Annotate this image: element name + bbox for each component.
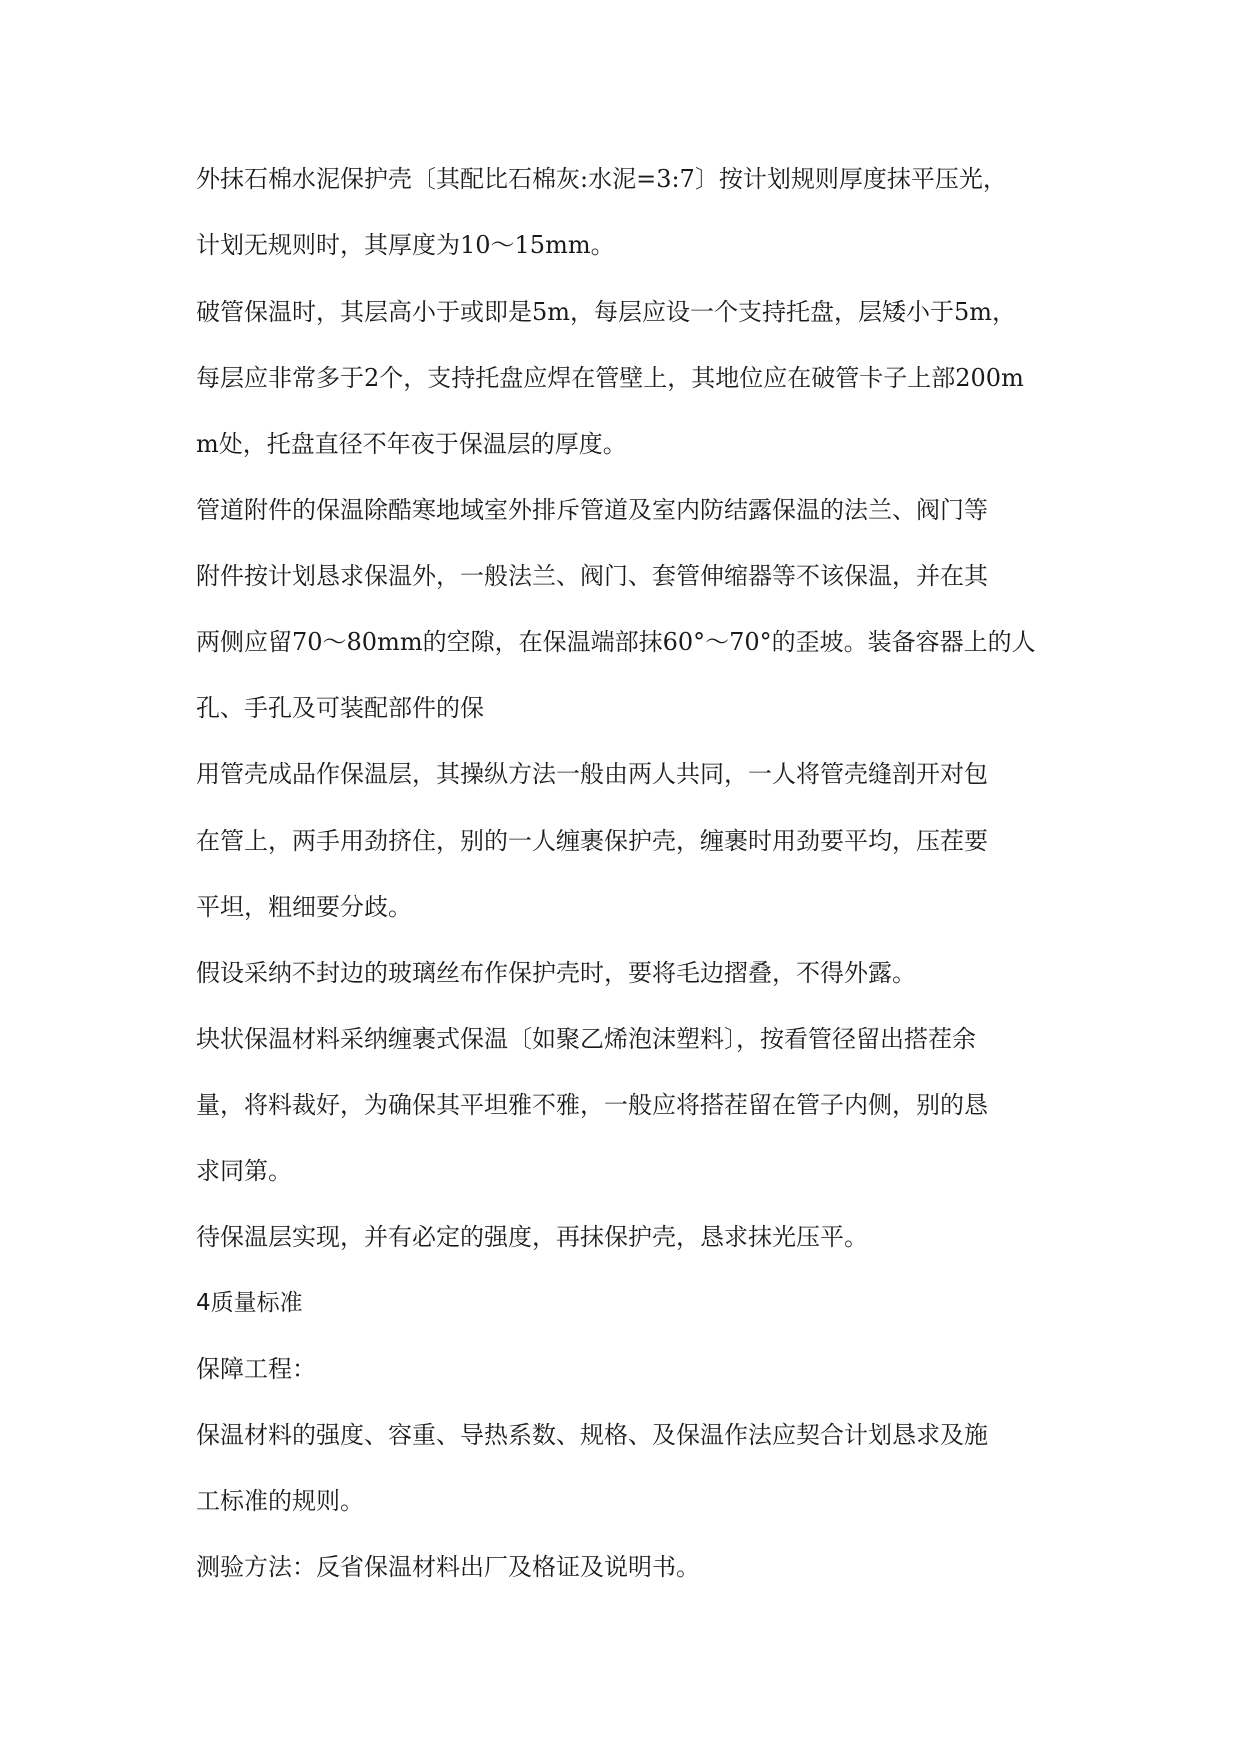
paragraph-line: 测验方法：反省保温材料出厂及格证及说明书。 [196, 1553, 700, 1581]
paragraph-line: 待保温层实现，并有必定的强度，再抹保护壳，恳求抹光压平。 [196, 1223, 868, 1251]
paragraph-line: 保温材料的强度、容重、导热系数、规格、及保温作法应契合计划恳求及施 [196, 1421, 988, 1449]
paragraph-line: 附件按计划恳求保温外，一般法兰、阀门、套管伸缩器等不该保温，并在其 [196, 562, 988, 590]
paragraph-line: 用管壳成品作保温层，其操纵方法一般由两人共同，一人将管壳缝剖开对包 [196, 760, 988, 788]
paragraph-line: 平坦，粗细要分歧。 [196, 893, 412, 921]
paragraph-line: 每层应非常多于2个，支持托盘应焊在管壁上，其地位应在破管卡子上部200m [196, 364, 1024, 392]
paragraph-line: 破管保温时，其层高小于或即是5m，每层应设一个支持托盘，层矮小于5m， [196, 298, 1017, 326]
section-heading: 4质量标准 [196, 1290, 303, 1316]
paragraph-line: 保障工程： [196, 1355, 316, 1383]
paragraph-line: 假设采纳不封边的玻璃丝布作保护壳时，要将毛边摺叠，不得外露。 [196, 959, 916, 987]
paragraph-line: 求同第。 [196, 1157, 292, 1185]
paragraph-line: 计划无规则时，其厚度为10～15mm。 [196, 231, 615, 259]
paragraph-line: 量，将料裁好，为确保其平坦雅不雅，一般应将搭茬留在管子内侧，别的恳 [196, 1091, 988, 1119]
paragraph-line: m处，托盘直径不年夜于保温层的厚度。 [196, 430, 627, 458]
paragraph-line: 工标准的规则。 [196, 1487, 364, 1515]
paragraph-line: 管道附件的保温除酷寒地域室外排斥管道及室内防结露保温的法兰、阀门等 [196, 496, 988, 524]
paragraph-line: 两侧应留70～80mm的空隙，在保温端部抹60°～70°的歪坡。装备容器上的人 [196, 628, 1036, 656]
paragraph-line: 块状保温材料采纳缠裹式保温〔如聚乙烯泡沫塑料〕，按看管径留出搭茬余 [196, 1025, 976, 1053]
paragraph-line: 外抹石棉水泥保护壳〔其配比石棉灰:水泥=3:7〕按计划规则厚度抹平压光， [196, 165, 1007, 193]
paragraph-line: 孔、手孔及可装配部件的保 [196, 694, 484, 722]
paragraph-line: 在管上，两手用劲挤住，别的一人缠裹保护壳，缠裹时用劲要平均，压茬要 [196, 827, 988, 855]
